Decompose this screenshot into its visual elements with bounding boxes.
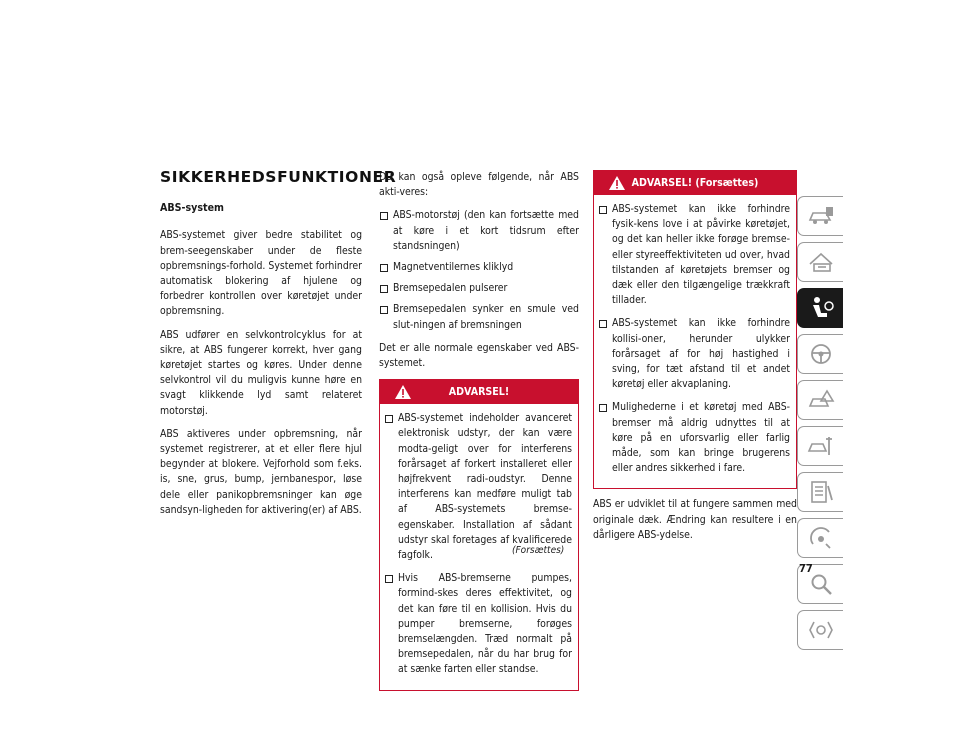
steering-wheel-icon: [806, 340, 836, 368]
warning-item: ABS-systemet kan ikke forhindre kollisi-oner, herunder ulykker forårsaget af for høj hastighed i sving, for tæt afstand til et andet køretøj eller akvaplaning.: [598, 316, 790, 392]
warning-item: ABS-systemet indeholder avanceret elektronisk udstyr, der kan være modta-geligt over for interferens forårsaget af forkert installeret eller højfrekvent radi-oudstyr. Denne interferens kan medføre muligt tab af ABS-systemets bremse-egenskaber. Installation af sådant udstyr skal foretages af kvalificerede fagfolk.: [384, 411, 572, 563]
list-item: ABS-motorstøj (den kan fortsætte med at køre i et kort tidsrum efter standsningen): [379, 208, 579, 254]
warning-box: [379, 379, 579, 690]
tab-driving[interactable]: [797, 334, 843, 374]
warning-title: ADVARSEL! (Forsættes): [631, 177, 759, 189]
column-left: [160, 168, 397, 526]
list-item: Magnetventilernes kliklyd: [379, 260, 579, 275]
page-number: 77: [799, 562, 813, 575]
warning-box-continued: [593, 170, 797, 489]
languages-icon: [806, 616, 836, 644]
list-item: Bremsepedalen synker en smule ved slut-ningen af bremsningen: [379, 302, 579, 332]
dashboard-warning-icon: [806, 248, 836, 276]
section-title: SIKKERHEDSFUNKTIONER: [160, 168, 397, 186]
paragraph: ABS udfører en selvkontrolcyklus for at sikre, at ABS fungerer korrekt, hver gang køretøjet startes og køres. Under denne selvkontrol vil du muligvis kunne høre en svagt klikkende lyd samt relateret motorstøj.: [160, 328, 362, 417]
column-middle: [379, 170, 579, 699]
paragraph: ABS aktiveres under opbremsning, når systemet registrerer, at et eller flere hjul begynder at blokere. Vejforhold som f.eks. is, sne, grus, bump, jernbanespor, løse dele eller panikopbremsninger kan øge sandsyn-ligheden for aktivering(er) af ABS.: [160, 427, 362, 516]
seat-safety-icon: [806, 294, 836, 322]
list-item: Bremsepedalen pulserer: [379, 281, 579, 296]
continued-label: (Forsættes): [512, 545, 565, 556]
tab-dashboard[interactable]: [797, 242, 843, 282]
column-right: [593, 170, 797, 551]
intro-paragraph: Du kan også opleve følgende, når ABS akti-veres:: [379, 171, 579, 199]
roadside-emergency-icon: [806, 386, 836, 414]
tab-multimedia[interactable]: [797, 518, 843, 558]
warning-triangle-icon: [608, 175, 626, 191]
subheading: ABS-system: [160, 202, 224, 215]
service-maintenance-icon: [806, 432, 836, 460]
multimedia-icon: [806, 524, 836, 552]
tab-specifications[interactable]: [797, 472, 843, 512]
warning-title: ADVARSEL!: [448, 386, 510, 399]
warning-item: ABS-systemet kan ikke forhindre fysik-kens love i at påvirke køretøjet, og det kan heller ikke forøge bremse- eller styreeffektiviteten ud over, hvad tilstanden af køretøjets bremser og dæk eller den tilgængelige trækkraft tillader.: [598, 202, 790, 308]
tab-car-info[interactable]: [797, 196, 843, 236]
tab-languages[interactable]: [797, 610, 843, 650]
warning-header: [380, 380, 578, 404]
warning-header: [594, 171, 796, 195]
warning-item: Hvis ABS-bremserne pumpes, formind-skes deres effektivitet, og det kan føre til en kollision. Hvis du pumper bremserne, forøges bremselængden. Træd normalt på bremsepedalen, når du har brug for at sænke farten eller standse.: [384, 571, 572, 677]
tab-service[interactable]: [797, 426, 843, 466]
abs-effects-list: [379, 208, 579, 332]
warning-triangle-icon: [394, 384, 412, 400]
chapter-tabs: [797, 196, 843, 548]
tab-safety[interactable]: [797, 288, 843, 328]
car-info-icon: [806, 202, 836, 230]
outro-paragraph: Det er alle normale egenskaber ved ABS-systemet.: [379, 341, 579, 370]
paragraph: ABS er udviklet til at fungere sammen med originale dæk. Ændring kan resultere i en dårligere ABS-ydelse.: [593, 498, 797, 541]
tab-emergency[interactable]: [797, 380, 843, 420]
warning-item: Mulighederne i et køretøj med ABS-bremser må aldrig udnyttes til at køre på en uforsvarlig eller farlig måde, som kan bringe brugerens eller andres sikkerhed i fare.: [598, 400, 790, 476]
specifications-icon: [806, 478, 836, 506]
paragraph: ABS-systemet giver bedre stabilitet og brem-seegenskaber under de fleste opbremsnings-forhold. Systemet forhindrer automatisk blokering af hjulene og forbedrer kontrollen over køretøjet under opbremsning.: [160, 229, 362, 318]
